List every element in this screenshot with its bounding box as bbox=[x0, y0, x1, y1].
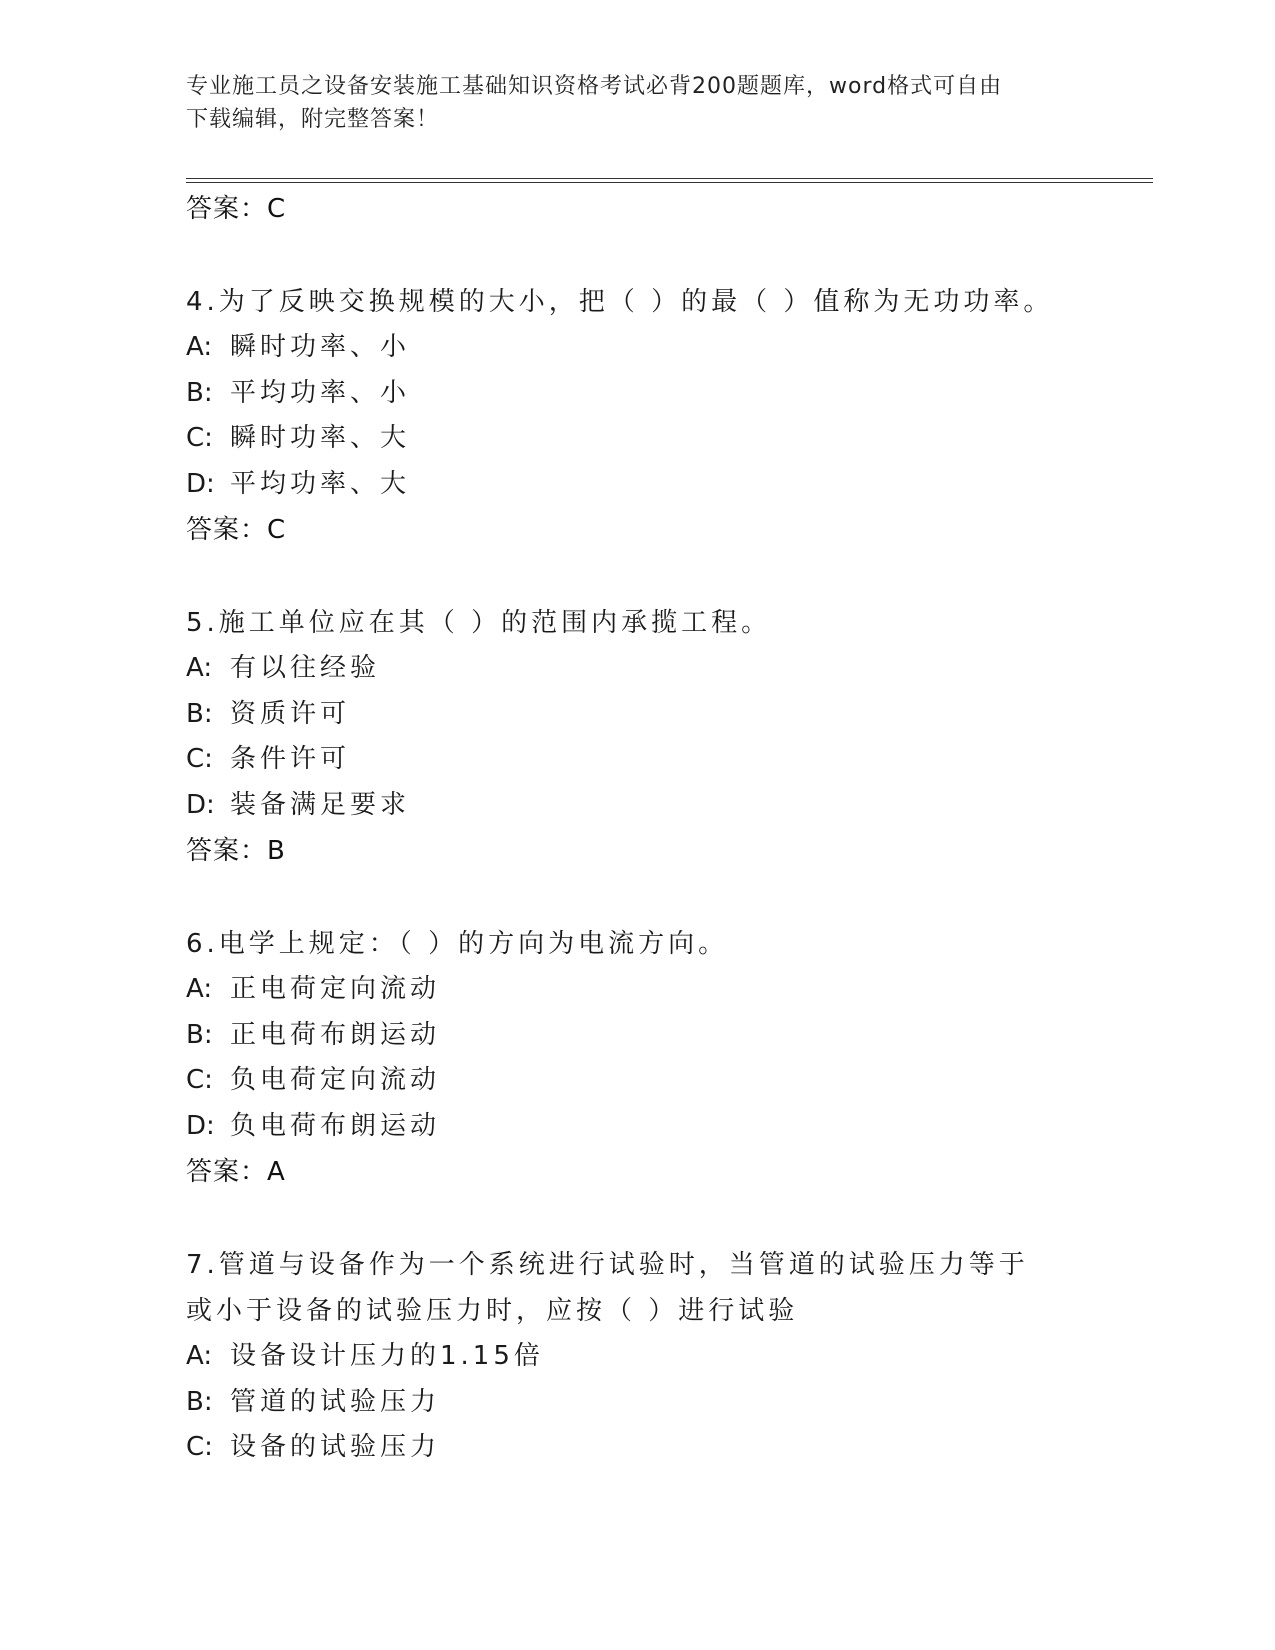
option-key: D: bbox=[186, 468, 215, 499]
question-text: 7.管道与设备作为一个系统进行试验时，当管道的试验压力等于或小于设备的试验压力时，应按（ ）进行试验 bbox=[186, 1250, 1029, 1326]
option-text: 设备的试验压力 bbox=[230, 1432, 441, 1462]
question-text: 6.电学上规定：（ ）的方向为电流方向。 bbox=[186, 929, 729, 959]
question-7 bbox=[186, 1242, 1086, 1471]
question-4 bbox=[186, 279, 1086, 553]
option-text: 条件许可 bbox=[230, 744, 351, 774]
option-c bbox=[186, 1058, 1086, 1104]
option-text: 负电荷定向流动 bbox=[230, 1065, 441, 1095]
option-text: 资质许可 bbox=[230, 698, 351, 729]
option-b bbox=[186, 692, 1086, 738]
header-divider-bottom bbox=[186, 182, 1153, 183]
option-key: D: bbox=[186, 789, 215, 820]
question-6 bbox=[186, 921, 1086, 1195]
header-line-2: 下载编辑，附完整答案！ bbox=[186, 107, 440, 132]
option-key: B: bbox=[186, 1019, 213, 1050]
option-key: B: bbox=[186, 1386, 213, 1417]
option-d bbox=[186, 462, 1086, 508]
option-b bbox=[186, 1380, 1086, 1426]
answer-line: 答案：C bbox=[186, 515, 287, 545]
answer-line: 答案：B bbox=[186, 836, 286, 866]
option-text: 有以往经验 bbox=[230, 653, 381, 683]
option-a bbox=[186, 646, 1086, 692]
option-key: A: bbox=[186, 653, 213, 683]
option-c bbox=[186, 416, 1086, 462]
option-text: 平均功率、大 bbox=[230, 468, 411, 499]
option-text: 平均功率、小 bbox=[230, 377, 411, 408]
header-line-1: 专业施工员之设备安装施工基础知识资格考试必背200题题库，word格式可自由 bbox=[186, 74, 1003, 99]
option-text: 瞬时功率、大 bbox=[230, 423, 411, 453]
option-b bbox=[186, 1013, 1086, 1059]
option-a bbox=[186, 967, 1086, 1013]
option-key: C: bbox=[186, 1432, 213, 1462]
option-key: B: bbox=[186, 698, 213, 729]
option-key: C: bbox=[186, 1065, 213, 1095]
option-a bbox=[186, 325, 1086, 371]
option-key: A: bbox=[186, 332, 213, 362]
option-c bbox=[186, 737, 1086, 783]
option-b bbox=[186, 371, 1086, 417]
option-text: 装备满足要求 bbox=[230, 789, 411, 820]
option-text: 正电荷布朗运动 bbox=[230, 1019, 441, 1050]
option-key: D: bbox=[186, 1110, 215, 1141]
option-key: A: bbox=[186, 974, 213, 1004]
question-5 bbox=[186, 600, 1086, 874]
answer-line: 答案：A bbox=[186, 1157, 286, 1187]
question-text: 5.施工单位应在其（ ）的范围内承揽工程。 bbox=[186, 608, 772, 638]
option-text: 负电荷布朗运动 bbox=[230, 1110, 441, 1141]
header-divider-top bbox=[186, 178, 1153, 179]
option-d bbox=[186, 783, 1086, 829]
option-text: 设备设计压力的1.15倍 bbox=[230, 1341, 544, 1371]
option-text: 管道的试验压力 bbox=[230, 1386, 441, 1417]
option-text: 瞬时功率、小 bbox=[230, 332, 411, 362]
option-key: C: bbox=[186, 423, 213, 453]
option-d bbox=[186, 1104, 1086, 1150]
question-list bbox=[186, 186, 1086, 1471]
option-text: 正电荷定向流动 bbox=[230, 974, 441, 1004]
option-c bbox=[186, 1425, 1086, 1471]
option-key: B: bbox=[186, 377, 213, 408]
answer-line: 答案：C bbox=[186, 194, 287, 224]
question-text: 4.为了反映交换规模的大小，把（ ）的最（ ）值称为无功功率。 bbox=[186, 287, 1054, 317]
option-key: C: bbox=[186, 744, 213, 774]
document-header bbox=[186, 70, 1086, 136]
option-key: A: bbox=[186, 1341, 213, 1371]
option-a bbox=[186, 1334, 1086, 1380]
